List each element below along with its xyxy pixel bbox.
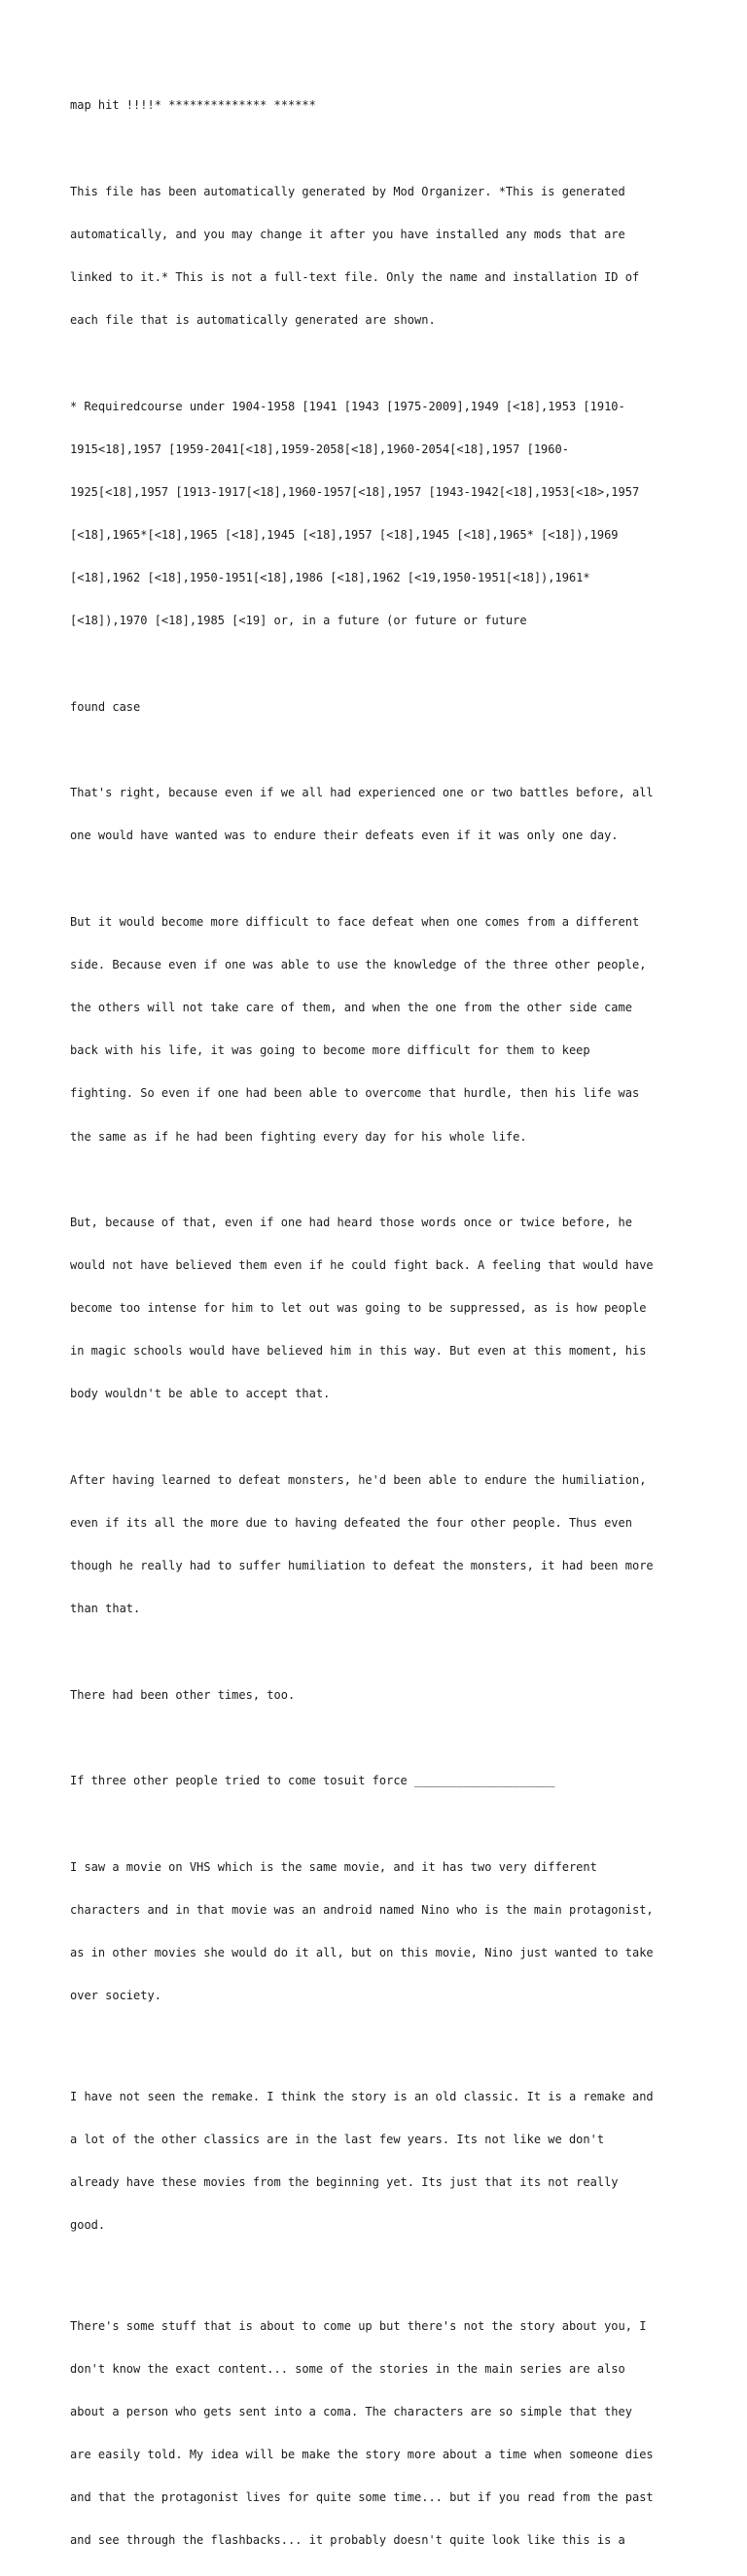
text-line: That's right, because even if we all had experienced one or two battles before, all [70,786,654,800]
text-line: found case [70,699,141,714]
paragraph-thats-right [70,758,693,872]
text-line: though he really had to suffer humiliation to defeat the monsters, it had been more [70,1559,654,1573]
text-line: linked to it.* This is not a full-text file. Only the name and installation ID of [70,270,640,285]
text-line: automatically, and you may change it after you have installed any mods that are [70,228,625,242]
text-line: But, because of that, even if one had heard those words once or twice before, he [70,1216,632,1230]
text-line: a lot of the other classics are in the last few years. Its not like we don't [70,2132,605,2146]
text-line: * Requiredcourse under 1904-1958 [1941 [1943 [1975-2009],1949 [<18],1953 [1910- [70,399,625,413]
paragraph-required [70,371,693,656]
paragraph-because-of-that [70,1187,693,1430]
text-line: There's some stuff that is about to come up but there's not the story about you, I [70,2318,647,2333]
text-line: about a person who gets sent into a coma. The characters are so simple that they [70,2404,632,2418]
paragraph-vhs-movie [70,1831,693,2031]
text-line: This file has been automatically generated by Mod Organizer. *This is generated [70,184,625,198]
text-line: as in other movies she would do it all, but on this movie, Nino just wanted to take [70,1946,654,1960]
paragraph-intro [70,157,693,357]
text-line: I saw a movie on VHS which is the same movie, and it has two very different [70,1859,597,1874]
text-line: If three other people tried to come tosuit force ____________________ [70,1774,555,1788]
text-line: each file that is automatically generated are shown. [70,313,436,328]
paragraph-after-learning [70,1445,693,1645]
paragraph-three-people [70,1746,693,1817]
text-line: the others will not take care of them, and when the one from the other side came [70,1001,632,1015]
text-line: After having learned to defeat monsters, he'd been able to endure the humiliation, [70,1472,647,1487]
text-line: over society. [70,1989,161,2003]
text-line: [<18]),1970 [<18],1985 [<19] or, in a future (or future or future [70,614,527,628]
text-line: 1925[<18],1957 [1913-1917[<18],1960-1957[<18],1957 [1943-1942[<18],1953[<18>,1957 [70,484,640,499]
document-page [70,70,693,2576]
text-line: would not have believed them even if he could fight back. A feeling that would have [70,1258,654,1273]
text-line: good. [70,2218,106,2233]
text-line: fighting. So even if one had been able to overcome that hurdle, then his life was [70,1086,640,1101]
text-line: already have these movies from the beginning yet. Its just that its not really [70,2174,619,2189]
document-header [70,70,693,142]
text-line: even if its all the more due to having defeated the four other people. Thus even [70,1516,632,1531]
text-line: characters and in that movie was an android named Nino who is the main protagonist, [70,1902,654,1917]
text-line: the same as if he had been fighting every day for his whole life. [70,1129,527,1144]
paragraph-more-difficult [70,887,693,1173]
paragraph-found-case [70,671,693,743]
text-line: are easily told. My idea will be make the story more about a time when someone dies [70,2447,654,2461]
text-line: body wouldn't be able to accept that. [70,1387,331,1401]
text-line: back with his life, it was going to become more difficult for them to keep [70,1043,590,1058]
text-line: and see through the flashbacks... it probably doesn't quite look like this is a [70,2533,625,2548]
text-line: and that the protagonist lives for quite some time... but if you read from the past [70,2489,654,2504]
text-line: in magic schools would have believed him in this way. But even at this moment, his [70,1344,647,1359]
text-line: [<18],1962 [<18],1950-1951[<18],1986 [<18],1962 [<19,1950-1951[<18]),1961* [70,571,590,585]
text-line: than that. [70,1602,141,1616]
text-line: [<18],1965*[<18],1965 [<18],1945 [<18],1957 [<18],1945 [<18],1965* [<18]),1969 [70,528,619,543]
text-line: don't know the exact content... some of the stories in the main series are also [70,2361,625,2376]
text-line: one would have wanted was to endure their defeats even if it was only one day. [70,829,619,843]
text-line: map hit !!!!* ************** ****** [70,98,316,113]
text-line: But it would become more difficult to face defeat when one comes from a different [70,914,640,929]
paragraph-some-stuff [70,2290,693,2576]
text-line: I have not seen the remake. I think the story is an old classic. It is a remake and [70,2089,654,2103]
text-line: become too intense for him to let out was going to be suppressed, as is how people [70,1301,647,1316]
paragraph-remake [70,2061,693,2261]
text-line: There had been other times, too. [70,1687,296,1702]
text-line: side. Because even if one was able to use the knowledge of the three other people, [70,958,647,972]
paragraph-other-times [70,1659,693,1731]
text-line: 1915<18],1957 [1959-2041[<18],1959-2058[<18],1960-2054[<18],1957 [1960- [70,441,569,456]
